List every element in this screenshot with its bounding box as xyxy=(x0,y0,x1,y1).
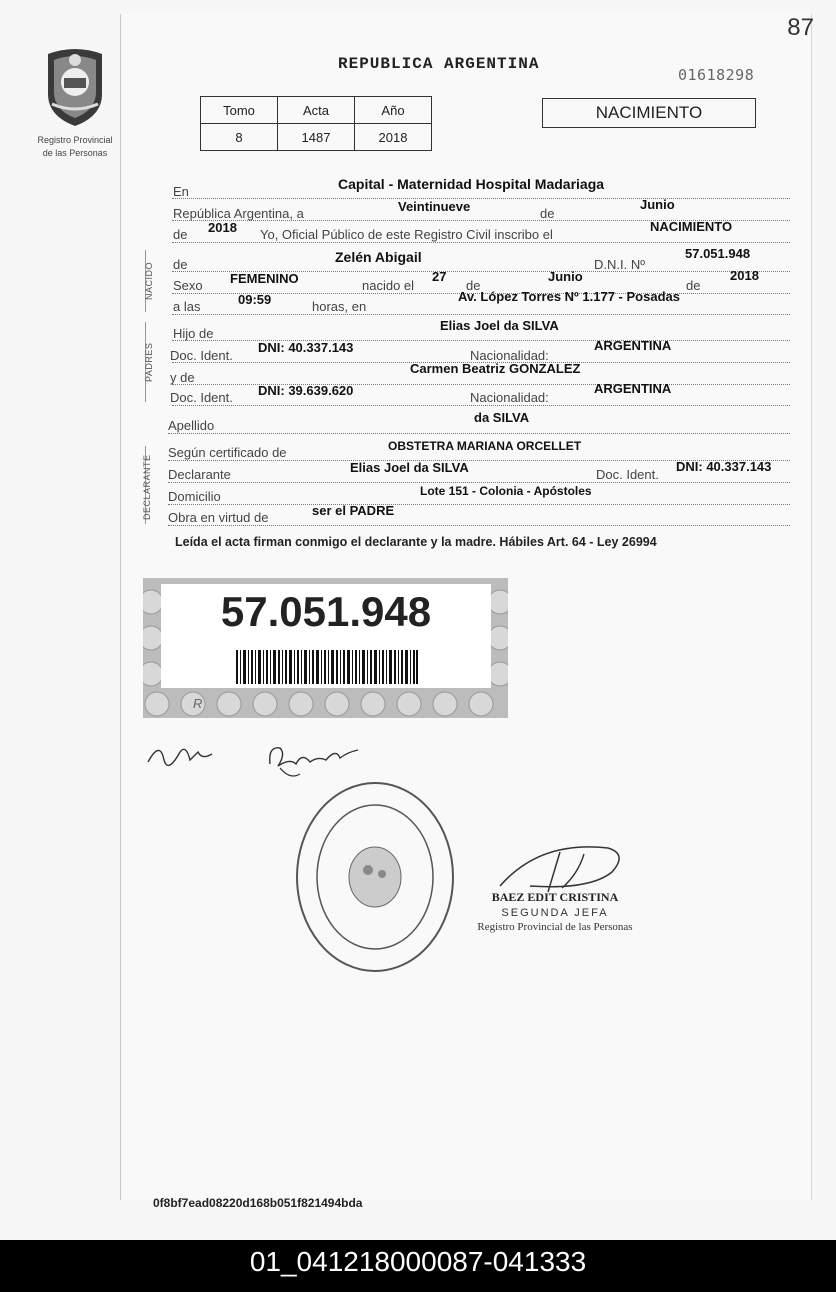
registry-logo xyxy=(30,44,120,159)
value-birth-month: Junio xyxy=(548,269,583,284)
pattern-letter: R xyxy=(193,696,203,711)
signatory-org: Registro Provincial de las Personas xyxy=(477,921,633,933)
value-apellido: da SILVA xyxy=(474,410,530,425)
seal-outer-text xyxy=(300,770,301,771)
label-en: En xyxy=(173,184,189,199)
label-de-2: de xyxy=(686,278,701,293)
provincial-emblem-icon xyxy=(40,44,110,128)
header-tomo: Tomo xyxy=(201,97,278,124)
page-number: 87 xyxy=(787,14,814,41)
record-table xyxy=(200,96,432,151)
label-year-de: de xyxy=(173,227,188,242)
section-label-padres: PADRES xyxy=(144,342,154,382)
value-child-name: Zelén Abigail xyxy=(335,249,422,265)
closing-statement: Leída el acta firman conmigo el declarante y la madre. Hábiles Art. 64 - Ley 26994 xyxy=(175,535,657,549)
value-father-doc: DNI: 40.337.143 xyxy=(258,340,354,355)
label-obra: Obra en virtud de xyxy=(168,510,269,525)
value-child-dni: 57.051.948 xyxy=(685,246,751,261)
header-anio: Año xyxy=(355,97,432,124)
official-seal-icon xyxy=(292,778,458,976)
value-mother-nac: ARGENTINA xyxy=(594,381,672,396)
footer-id: 01_041218000087-041333 xyxy=(249,1246,587,1277)
barcode-icon xyxy=(236,650,418,684)
footer-bar xyxy=(0,1240,836,1292)
label-cert: Según certificado de xyxy=(168,445,287,460)
value-mother-doc: DNI: 39.639.620 xyxy=(258,383,354,398)
value-place: Capital - Maternidad Hospital Madariaga xyxy=(338,176,605,192)
logo-caption-2: de las Personas xyxy=(42,148,108,158)
value-address: Av. López Torres Nº 1.177 - Posadas xyxy=(458,289,680,304)
dni-label xyxy=(161,584,491,688)
value-father: Elias Joel da SILVA xyxy=(440,318,559,333)
label-name-de: de xyxy=(173,257,188,272)
seal-text-holder xyxy=(300,770,301,771)
label-apellido: Apellido xyxy=(168,418,215,433)
document-title: REPUBLICA ARGENTINA xyxy=(338,55,540,73)
signatory-block xyxy=(470,890,640,933)
value-cert: OBSTETRA MARIANA ORCELLET xyxy=(388,439,582,453)
label-mother-doc: Doc. Ident. xyxy=(170,390,233,405)
section-label-nacido: NACIDO xyxy=(144,261,154,300)
signatory-role: SEGUNDA JEFA xyxy=(501,907,609,919)
value-day: Veintinueve xyxy=(398,199,471,214)
value-month: Junio xyxy=(640,197,675,212)
label-sexo: Sexo xyxy=(173,278,203,293)
signatory-name: BAEZ EDIT CRISTINA xyxy=(491,890,619,904)
document-hash: 0f8bf7ead08220d168b051f821494bda xyxy=(153,1196,363,1210)
header-acta: Acta xyxy=(278,97,355,124)
dni-number: 57.051.948 xyxy=(220,588,432,635)
label-horas: horas, en xyxy=(312,299,367,314)
label-mother-nac: Nacionalidad: xyxy=(470,390,549,405)
label-dni: D.N.I. Nº xyxy=(594,257,645,272)
value-decl-doc: DNI: 40.337.143 xyxy=(676,459,772,474)
label-de: de xyxy=(540,206,555,221)
act-type-box: NACIMIENTO xyxy=(542,98,756,128)
value-anio: 2018 xyxy=(355,124,432,151)
value-time: 09:59 xyxy=(238,292,272,307)
label-de-1: de xyxy=(466,278,481,293)
value-father-nac: ARGENTINA xyxy=(594,338,672,353)
value-sexo: FEMENINO xyxy=(230,271,299,286)
value-domicilio: Lote 151 - Colonia - Apóstoles xyxy=(420,484,592,498)
section-label-declarante: DECLARANTE xyxy=(142,454,152,520)
label-officer: Yo, Oficial Público de este Registro Civil inscribo el xyxy=(260,227,553,242)
label-hijo-de: Hijo de xyxy=(173,326,214,341)
label-nacido-el: nacido el xyxy=(362,278,415,293)
official-signature-icon xyxy=(490,834,630,898)
label-domicilio: Domicilio xyxy=(168,489,221,504)
label-declarante: Declarante xyxy=(168,467,231,482)
label-decl-doc: Doc. Ident. xyxy=(596,467,659,482)
value-tomo: 8 xyxy=(201,124,278,151)
value-birth-year: 2018 xyxy=(730,268,759,283)
label-father-doc: Doc. Ident. xyxy=(170,348,233,363)
value-obra: ser el PADRE xyxy=(312,503,395,518)
dni-sticker xyxy=(143,578,508,718)
value-declarante: Elias Joel da SILVA xyxy=(350,460,469,475)
logo-caption-1: Registro Provincial xyxy=(37,135,113,145)
value-act: NACIMIENTO xyxy=(650,219,733,234)
label-alas: a las xyxy=(173,299,201,314)
label-y-de: y de xyxy=(170,370,195,385)
value-birth-day: 27 xyxy=(432,269,447,284)
value-acta: 1487 xyxy=(278,124,355,151)
label-republica: República Argentina, a xyxy=(173,206,304,221)
value-year: 2018 xyxy=(208,220,237,235)
label-father-nac: Nacionalidad: xyxy=(470,348,549,363)
serial-number: 01618298 xyxy=(678,66,755,84)
value-mother: Carmen Beatriz GONZALEZ xyxy=(410,361,581,376)
